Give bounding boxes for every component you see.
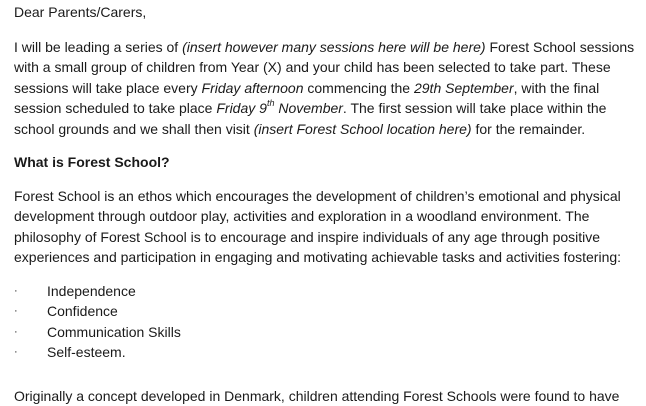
closing-paragraph: Originally a concept developed in Denmark, children attending Forest Schools were found to have	[14, 386, 642, 406]
list-item	[14, 281, 642, 302]
body-paragraph	[14, 186, 642, 268]
intro-line-4	[14, 98, 642, 119]
bullet-marker: ·	[14, 342, 18, 363]
intro-line-5	[14, 119, 642, 140]
placeholder-sessions: (insert however many sessions here will be here)	[182, 39, 485, 55]
list-item-text: Communication Skills	[47, 324, 181, 340]
intro-line-1	[14, 37, 642, 58]
letter-document	[14, 2, 642, 406]
placeholder-location: (insert Forest School location here)	[254, 121, 472, 137]
intro-text: commencing the	[303, 80, 414, 96]
greeting: Dear Parents/Carers,	[14, 2, 642, 23]
intro-text: I will be leading a series of	[14, 39, 182, 55]
body-line-4: experiences and participation in engaging and motivating achievable tasks and activities fostering:	[14, 247, 642, 268]
list-item-text: Self-esteem.	[47, 344, 126, 360]
section-heading: What is Forest School?	[14, 152, 642, 173]
intro-text: session scheduled to take place	[14, 100, 216, 116]
intro-text: sessions will take place every	[14, 80, 202, 96]
intro-text: for the remainder.	[472, 121, 586, 137]
end-date-day: Friday 9	[216, 100, 267, 116]
list-item-text: Independence	[47, 283, 136, 299]
list-item	[14, 342, 642, 363]
ordinal-suffix: th	[267, 98, 275, 108]
body-line-3: philosophy of Forest School is to encourage and inspire individuals of any age through positive	[14, 227, 642, 248]
bullet-marker: ·	[14, 301, 18, 322]
body-line-2: development through outdoor play, activities and exploration in a woodland environment. The	[14, 206, 642, 227]
intro-text: . The first session will take place within the	[343, 100, 607, 116]
list-item-text: Confidence	[47, 303, 118, 319]
intro-line-2: with a small group of children from Year (X) and your child has been selected to take part. These	[14, 57, 642, 78]
end-date-month: November	[274, 100, 342, 116]
bullet-marker: ·	[14, 281, 18, 302]
list-item	[14, 322, 642, 343]
body-line-1: Forest School is an ethos which encourages the development of children’s emotional and physical	[14, 186, 642, 207]
intro-line-3	[14, 78, 642, 99]
session-day: Friday afternoon	[202, 80, 304, 96]
list-item	[14, 301, 642, 322]
intro-text: school grounds and we shall then visit	[14, 121, 254, 137]
end-date	[216, 100, 343, 116]
intro-paragraph	[14, 37, 642, 140]
bullet-marker: ·	[14, 322, 18, 343]
intro-text: , with the final	[514, 80, 600, 96]
bullet-list	[14, 281, 642, 363]
start-date: 29th September	[414, 80, 514, 96]
intro-text: Forest School sessions	[486, 39, 635, 55]
